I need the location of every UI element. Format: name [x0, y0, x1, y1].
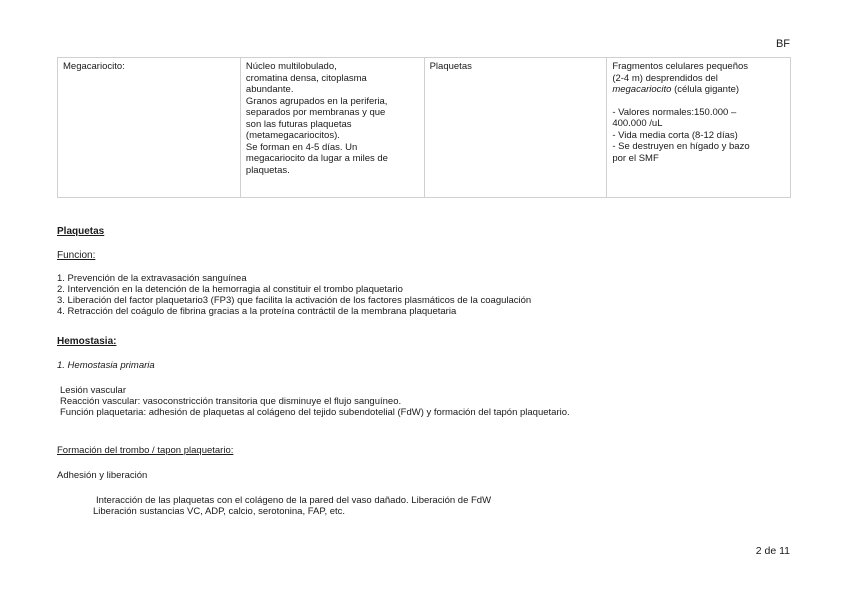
table-cell-cell-type: [58, 58, 241, 198]
cell-table: [57, 57, 791, 198]
cell-type-label: Megacariocito:: [63, 61, 125, 72]
hemostasia-heading: Hemostasia:: [57, 336, 117, 347]
description-line: Granos agrupados en la periferia,: [245, 95, 388, 107]
notes-line: [612, 84, 785, 96]
hemostasia-item: Lesión vascular: [60, 385, 127, 396]
adhesion-line: Interacción de las plaquetas con el colágeno de la pared del vaso dañado. Liberación de FdW: [96, 495, 492, 506]
plaquetas-heading: Plaquetas: [57, 226, 105, 237]
notes-line: por el SMF: [612, 152, 659, 164]
description-line: plaquetas.: [245, 164, 290, 176]
notes-line: - Valores normales:150.000 –: [612, 106, 737, 118]
hemostasia-subheading: 1. Hemostasia primaria: [57, 360, 155, 371]
table-cell-product: [424, 58, 607, 198]
table-cell-notes: [607, 58, 791, 198]
notes-line: - Se destruyen en hígado y bazo: [612, 141, 750, 152]
notes-line: Fragmentos celulares pequeños: [612, 61, 749, 72]
hemostasia-item: Reacción vascular: vasoconstricción transitoria que disminuye el flujo sanguíneo.: [60, 396, 402, 407]
notes-italic-term: megacariocito: [612, 84, 672, 95]
description-line: Se forman en 4-5 días. Un: [245, 141, 358, 153]
notes-line: (2-4 m) desprendidos del: [612, 72, 718, 84]
funcion-item: 4. Retracción del coágulo de fibrina gracias a la proteína contráctil de la membrana plaquetaria: [57, 306, 457, 317]
adhesion-line: Liberación sustancias VC, ADP, calcio, serotonina, FAP, etc.: [93, 506, 346, 517]
description-line: Núcleo multilobulado,: [245, 61, 337, 72]
hemostasia-item: Función plaquetaria: adhesión de plaquetas al colágeno del tejido subendotelial (FdW) y formación del tapón plaquetario.: [60, 407, 570, 418]
notes-line: - Vida media corta (8-12 días): [612, 129, 738, 141]
table-cell-description: [240, 58, 424, 198]
notes-line: 400.000 /uL: [612, 118, 663, 129]
funcion-heading: Funcion:: [57, 250, 96, 261]
description-line: son las futuras plaquetas: [245, 118, 352, 130]
description-line: abundante.: [245, 84, 294, 95]
formacion-heading: Formación del trombo / tapon plaquetario:: [57, 445, 234, 456]
description-line: separados por membranas y que: [245, 107, 386, 118]
page-header: BF: [775, 38, 790, 50]
description-line: (metamegacariocitos).: [245, 130, 340, 141]
funcion-item: 1. Prevención de la extravasación sanguínea: [57, 273, 247, 284]
description-line: megacariocito da lugar a miles de: [245, 153, 388, 164]
notes-rest: (célula gigante): [671, 84, 740, 95]
product-label: Plaquetas: [429, 61, 472, 72]
table-row: [58, 58, 791, 198]
funcion-item: 3. Liberación del factor plaquetario3 (FP3) que facilita la activación de los factores plasmáticos de la coagulación: [57, 295, 532, 306]
paragraph-gap: [612, 96, 785, 107]
description-line: cromatina densa, citoplasma: [245, 72, 367, 84]
funcion-item: 2. Intervención en la detención de la hemorragia al constituir el trombo plaquetario: [57, 284, 403, 295]
adhesion-heading: Adhesión y liberación: [57, 470, 148, 481]
page-number: 2 de 11: [755, 545, 790, 557]
